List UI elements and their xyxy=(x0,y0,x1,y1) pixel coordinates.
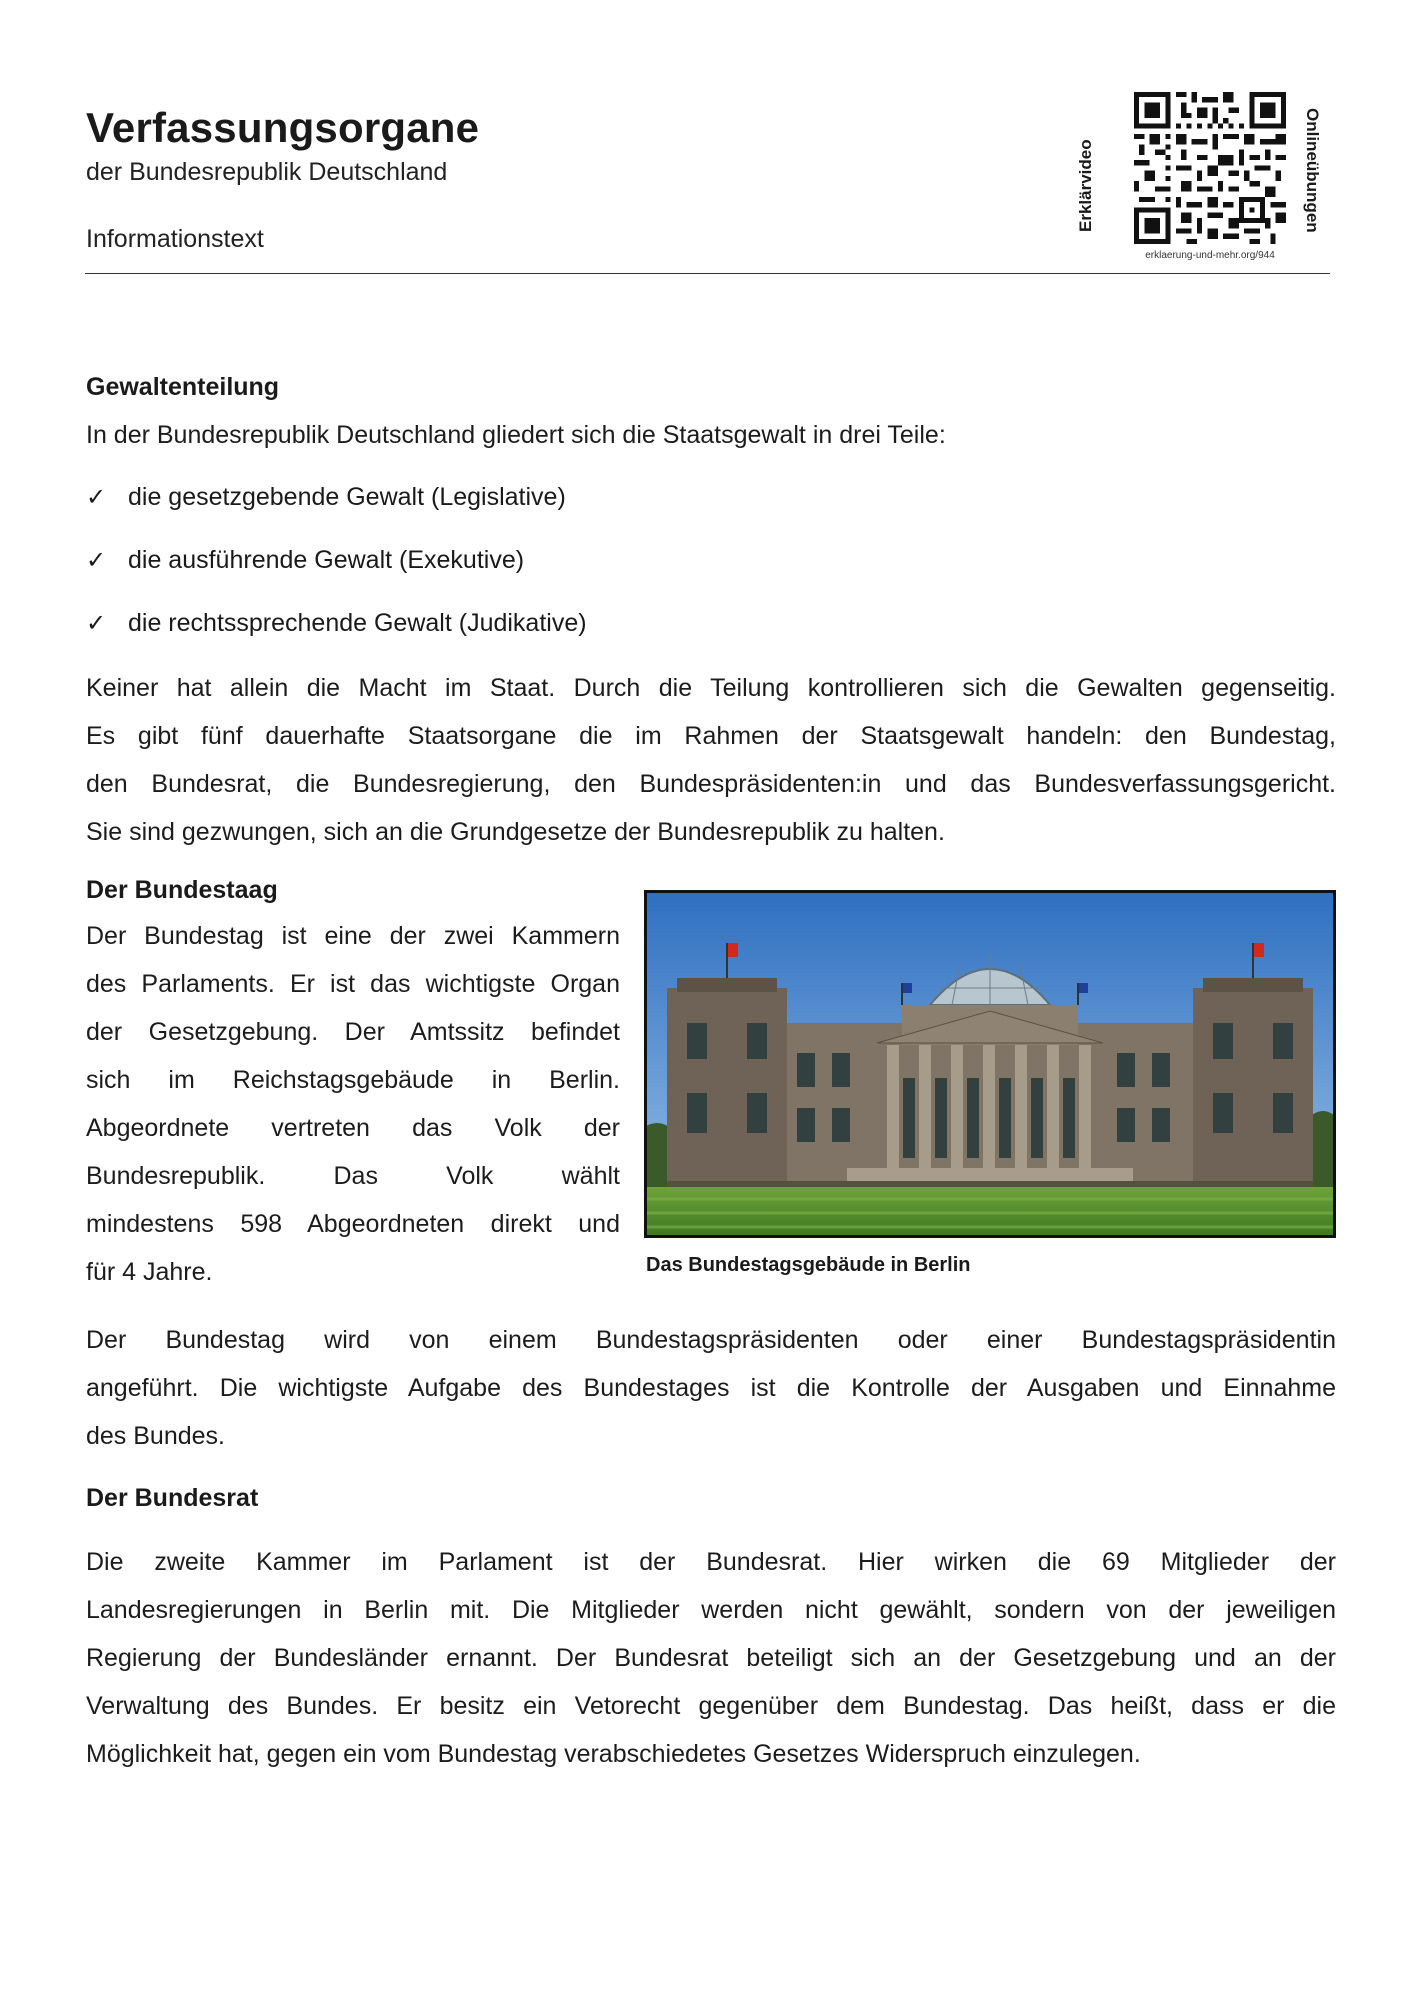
online-exercises-label: Onlineübungen xyxy=(1303,108,1322,233)
text-line: Keiner hat allein die Macht im Staat. Durch die Teilung kontrollieren sich die Gewalten gegenseitig. xyxy=(86,674,1336,702)
qr-code-url: erklaerung-und-mehr.org/944 xyxy=(1145,250,1275,261)
text-line: für 4 Jahre. xyxy=(86,1258,213,1286)
text-line: sich im Reichstagsgebäude in Berlin. xyxy=(86,1066,620,1094)
header-divider xyxy=(85,273,1330,274)
text-line: Regierung der Bundesländer ernannt. Der Bundesrat beteiligt sich an der Gesetzgebung und an der xyxy=(86,1644,1336,1672)
paragraph-bundestag xyxy=(86,1316,1336,1460)
list-item xyxy=(86,609,587,638)
section-intro: In der Bundesrepublik Deutschland gliedert sich die Staatsgewalt in drei Teile: xyxy=(86,421,946,449)
document-type: Informationstext xyxy=(86,225,264,253)
text-line: angeführt. Die wichtigste Aufgabe des Bundestages ist die Kontrolle der Ausgaben und Einnahme xyxy=(86,1374,1336,1402)
text-line: Es gibt fünf dauerhafte Staatsorgane die im Rahmen der Staatsgewalt handeln: den Bundestag, xyxy=(86,722,1336,750)
page-title: Verfassungsorgane xyxy=(86,104,480,151)
paragraph-gewaltenteilung xyxy=(86,664,1336,856)
paragraph-bundesrat xyxy=(86,1538,1336,1778)
paragraph-bundestag-column xyxy=(86,912,620,1296)
text-line: Möglichkeit hat, gegen ein vom Bundestag verabschiedetes Gesetzes Widerspruch einzulegen. xyxy=(86,1740,1141,1768)
checkmark-icon: ✓ xyxy=(86,610,107,637)
checkmark-icon: ✓ xyxy=(86,547,107,574)
text-line: Bundesrepublik. Das Volk wählt xyxy=(86,1162,620,1190)
list-item xyxy=(86,483,566,512)
text-line: Verwaltung des Bundes. Er besitz ein Vetorecht gegenüber dem Bundestag. Das heißt, dass er die xyxy=(86,1692,1336,1720)
explainer-video-label: Erklärvideo xyxy=(1076,139,1095,232)
list-item xyxy=(86,546,524,575)
text-line: des Bundes. xyxy=(86,1422,225,1450)
section-heading-bundesrat: Der Bundesrat xyxy=(86,1484,259,1512)
section-heading-bundestag: Der Bundestaag xyxy=(86,876,278,904)
checkmark-icon: ✓ xyxy=(86,484,107,511)
text-line: Der Bundestag ist eine der zwei Kammern xyxy=(86,922,620,950)
text-line: des Parlaments. Er ist das wichtigste Organ xyxy=(86,970,620,998)
text-line: Die zweite Kammer im Parlament ist der Bundesrat. Hier wirken die 69 Mitglieder der xyxy=(86,1548,1336,1576)
reichstag-photo xyxy=(644,890,1336,1238)
reichstag-building-illustration xyxy=(647,893,1333,1235)
page-subtitle: der Bundesrepublik Deutschland xyxy=(86,158,448,186)
qr-code-icon[interactable] xyxy=(1134,92,1286,244)
text-line: Landesregierungen in Berlin mit. Die Mitglieder werden nicht gewählt, sondern von der jeweiligen xyxy=(86,1596,1336,1624)
list-item-text: die ausführende Gewalt (Exekutive) xyxy=(128,546,525,574)
text-line: Der Bundestag wird von einem Bundestagspräsidenten oder einer Bundestagspräsidentin xyxy=(86,1326,1336,1354)
text-line: der Gesetzgebung. Der Amtssitz befindet xyxy=(86,1018,620,1046)
text-line: mindestens 598 Abgeordneten direkt und xyxy=(86,1210,620,1238)
text-line: den Bundesrat, die Bundesregierung, den Bundespräsidenten:in und das Bundesverfassungsgericht. xyxy=(86,770,1336,798)
text-line: Abgeordnete vertreten das Volk der xyxy=(86,1114,620,1142)
list-item-text: die gesetzgebende Gewalt (Legislative) xyxy=(128,483,566,511)
photo-caption: Das Bundestagsgebäude in Berlin xyxy=(646,1254,971,1276)
text-line: Sie sind gezwungen, sich an die Grundgesetze der Bundesrepublik zu halten. xyxy=(86,818,945,846)
section-heading-gewaltenteilung: Gewaltenteilung xyxy=(86,373,280,401)
list-item-text: die rechtssprechende Gewalt (Judikative) xyxy=(128,609,587,637)
